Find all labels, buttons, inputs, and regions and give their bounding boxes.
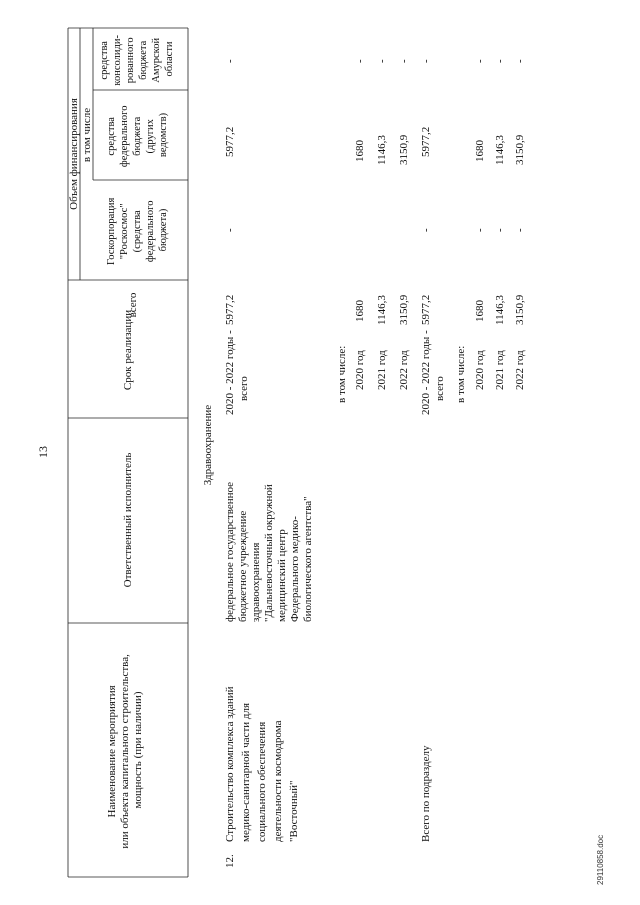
footer-file-code: 29110858.doc (596, 834, 605, 885)
page-number: 13 (36, 446, 50, 458)
header-roscosmos-col: Госкорпорация "Роскосмос" (средства федерального бюджета) (106, 197, 169, 265)
item-total-2022: 3150,9 (398, 294, 410, 325)
item-name: Строительство комплекса зданий медико-санитарной части для социального обеспечения деятельности космодрома "Восточный" (224, 686, 300, 842)
subtotal-total-2022: 3150,9 (514, 294, 526, 325)
subtotal-year-2021: 2021 год (494, 350, 506, 390)
subtotal-federal-other-2021: 1146,3 (494, 135, 506, 165)
item-total-2021: 1146,3 (376, 295, 388, 325)
header-amur-col: средства консолиди- рованного бюджета Амурской области (99, 35, 175, 86)
subtotal-roscosmos-2022: - (514, 228, 526, 232)
item-amur-2020: - (354, 59, 366, 63)
item-amur-2021: - (376, 59, 388, 63)
subtotal-year-2022: 2022 год (514, 350, 526, 390)
subtotal-total-2020: 1680 (474, 300, 486, 322)
subtotal-federal-other-cell: 5977,2 (420, 126, 432, 157)
subtotal-block (420, 59, 526, 842)
item-federal-other-2021: 1146,3 (376, 135, 388, 165)
subtotal-federal-other-2020: 1680 (474, 140, 486, 162)
table-header (68, 32, 175, 848)
subtotal-amur-2022: - (514, 59, 526, 63)
header-federal-other-col: средства федерального бюджета (других ведомств) (106, 105, 169, 168)
table-row (224, 59, 410, 868)
subtotal-roscosmos-2020: - (474, 228, 486, 232)
subtotal-period: 2020 - 2022 годы - всего (420, 330, 446, 415)
item-amur-2022: - (398, 59, 410, 63)
item-period: 2020 - 2022 годы - всего (224, 330, 250, 415)
subtotal-label: Всего по подразделу (420, 745, 432, 842)
header-executor-col: Ответственный исполнитель (122, 452, 134, 588)
subtotal-roscosmos-2021: - (494, 228, 506, 232)
header-including: в том числе (81, 107, 93, 163)
item-federal-other-2022: 3150,9 (398, 134, 410, 165)
item-year-2022: 2022 год (398, 350, 410, 390)
item-executor: федеральное государственное бюджетное учреждение здравоохранения "Дальневосточный окружной медицинский центр Федерального медико- биологического агентства" (224, 481, 314, 622)
subtotal-total-2021: 1146,3 (494, 295, 506, 325)
subtotal-amur-cell: - (420, 59, 432, 63)
item-amur-cell: - (224, 59, 236, 63)
header-funding-title: Объем финансирования (68, 98, 80, 210)
subtotal-total-cell: 5977,2 (420, 294, 432, 325)
subtotal-year-2020: 2020 год (474, 350, 486, 390)
header-total-col: всего (127, 292, 139, 318)
subtotal-federal-other-2022: 3150,9 (514, 134, 526, 165)
subtotal-amur-2020: - (474, 59, 486, 63)
section-title: Здравоохранение (202, 404, 214, 486)
subtotal-roscosmos-cell: - (420, 228, 432, 232)
item-federal-other-cell: 5977,2 (224, 126, 236, 157)
item-including-label: в том числе: (336, 345, 348, 403)
subtotal-including-label: в том числе: (455, 345, 467, 403)
item-roscosmos-cell: - (224, 228, 236, 232)
item-year-2021: 2021 год (376, 350, 388, 390)
subtotal-amur-2021: - (494, 59, 506, 63)
item-total-2020: 1680 (354, 300, 366, 322)
item-total-cell: 5977,2 (224, 294, 236, 325)
header-name-col: Наименование мероприятия или объекта капитального строительства, мощность (при наличии) (106, 654, 144, 849)
item-year-2020: 2020 год (354, 350, 366, 390)
item-number: 12. (224, 854, 236, 868)
header-period-col: Срок реализации (122, 309, 134, 391)
item-federal-other-2020: 1680 (354, 140, 366, 162)
